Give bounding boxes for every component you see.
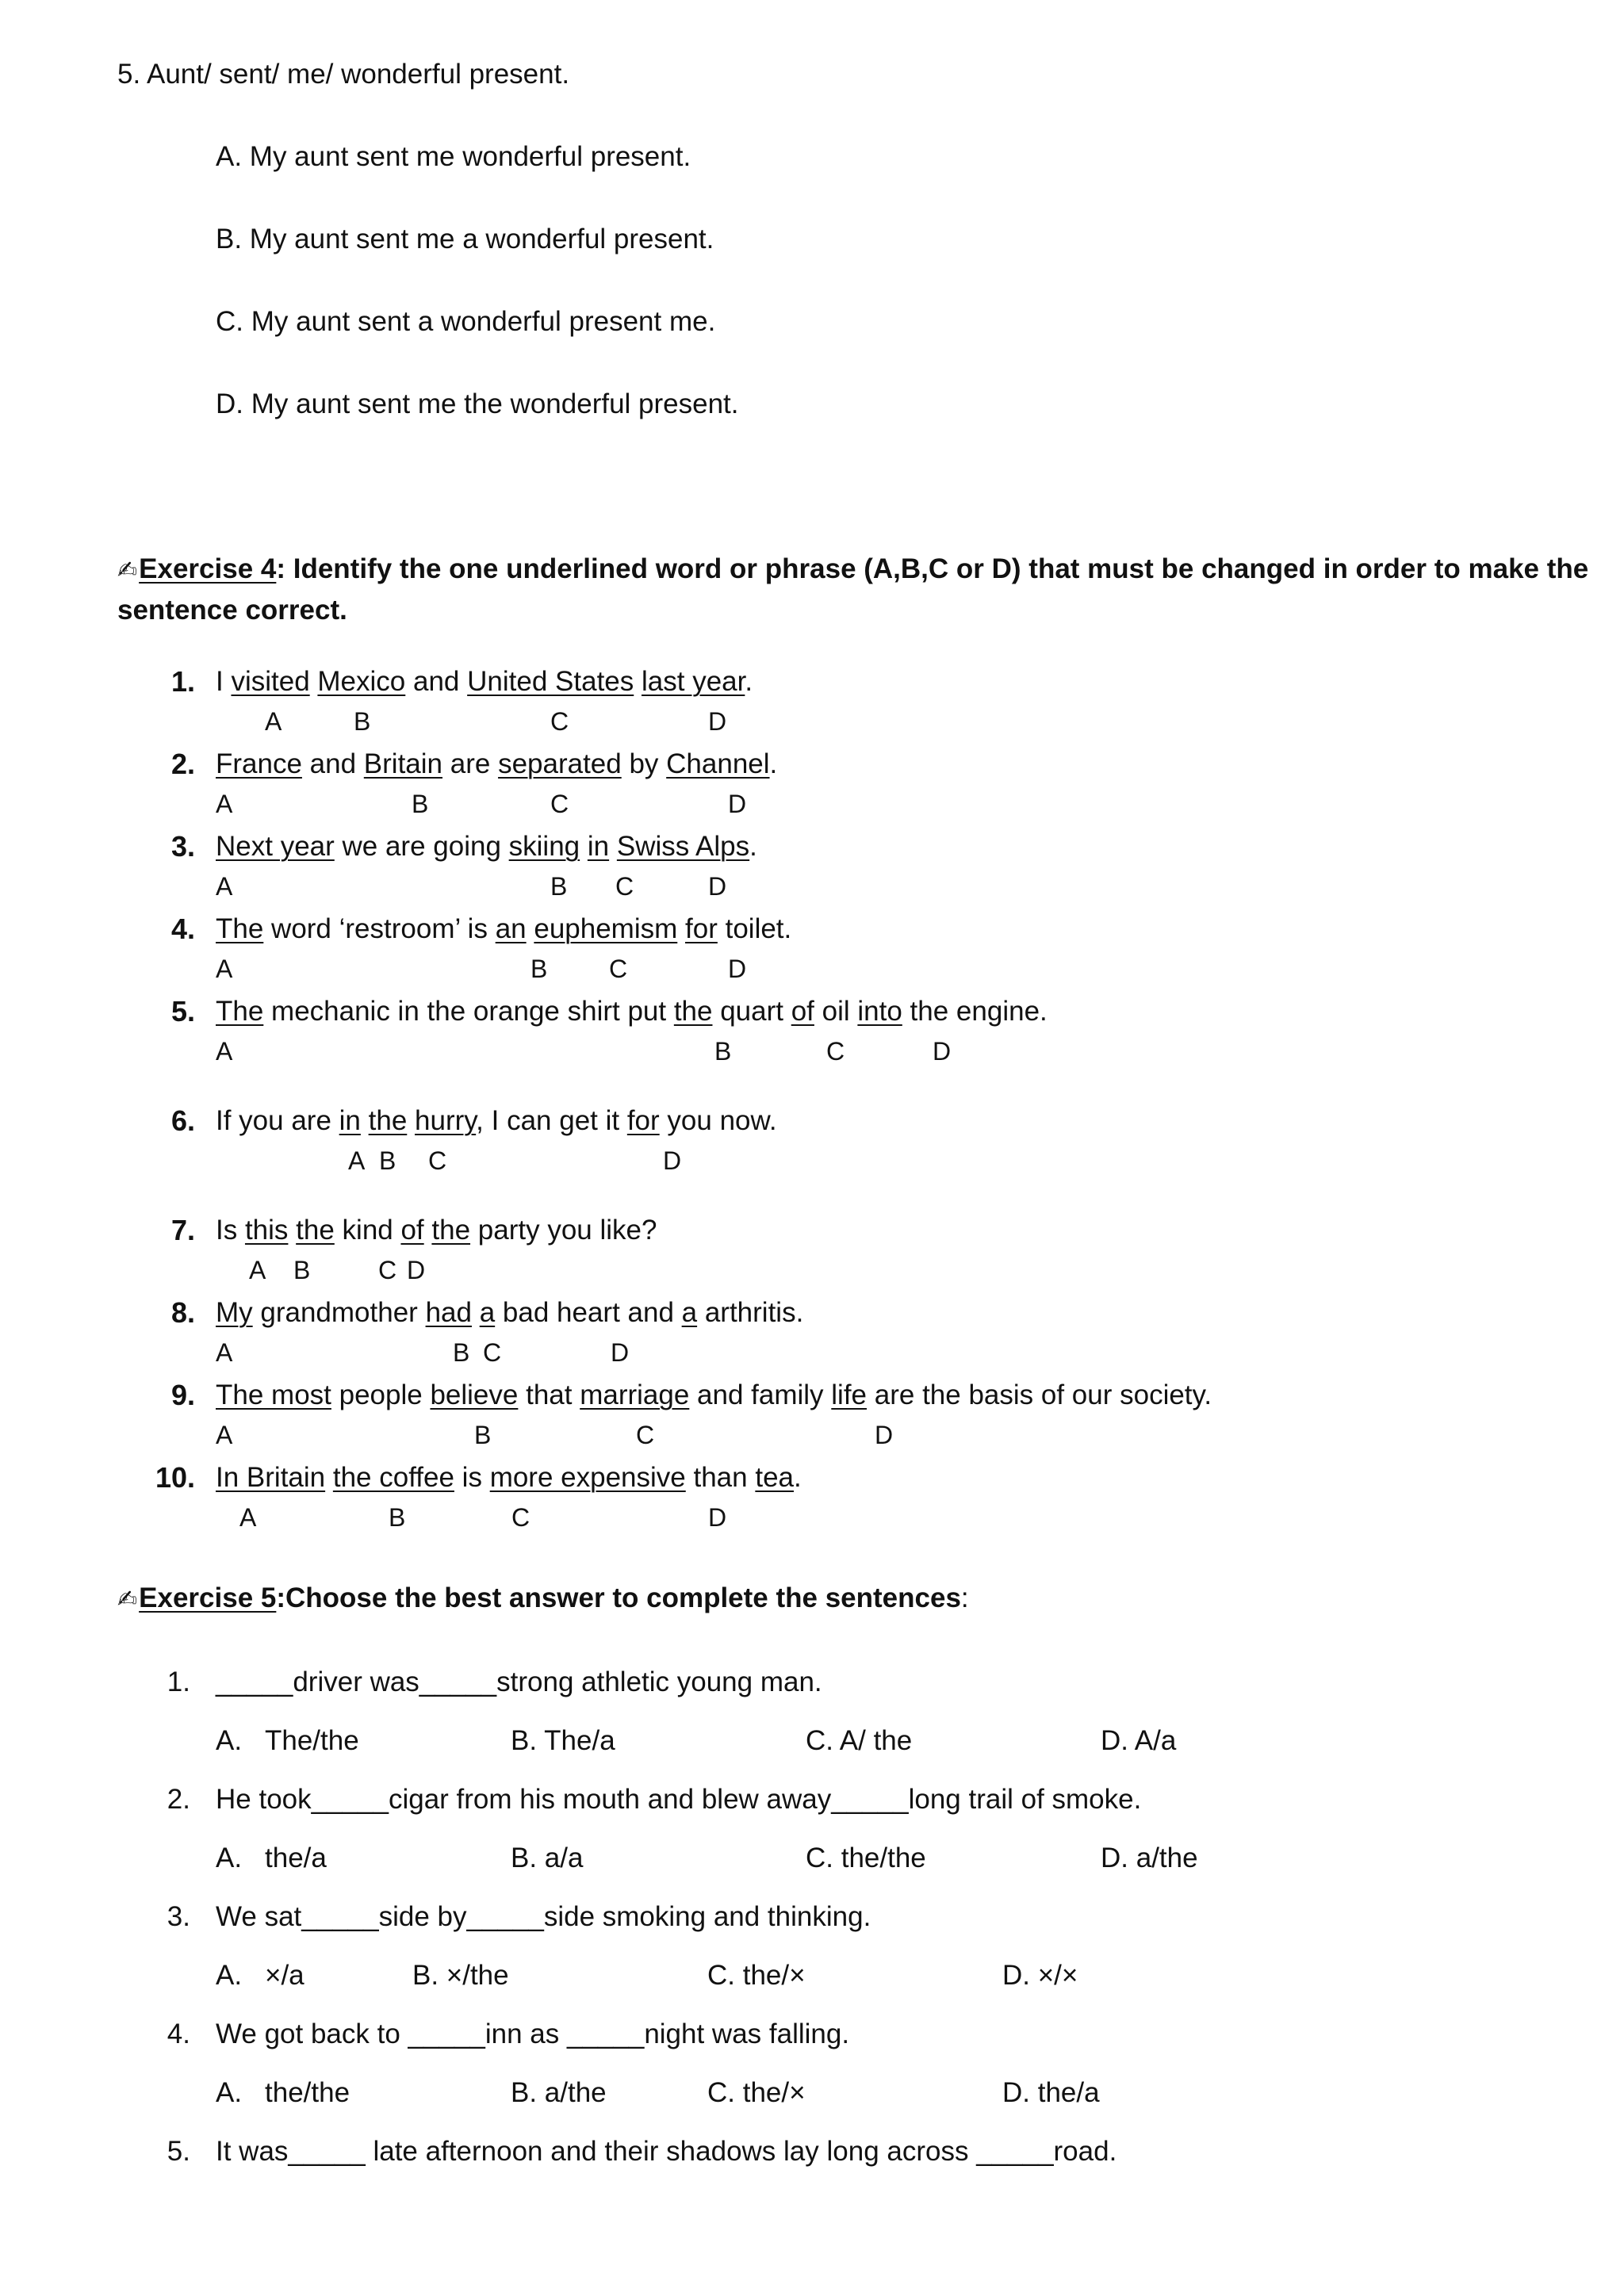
- item-number: 3.: [170, 830, 195, 863]
- sentence-text: [288, 1215, 296, 1246]
- sentence-text: [310, 666, 318, 697]
- answer-option: C. the/×: [707, 2077, 806, 2108]
- answer-letter: D: [611, 1338, 630, 1367]
- answer-letter: C: [428, 1146, 447, 1175]
- underlined-phrase: into: [857, 996, 902, 1027]
- sentence-text: [609, 831, 617, 862]
- answer-option: C. the/the: [806, 1843, 926, 1873]
- question-text: _____driver was_____strong athletic young man.: [216, 1667, 822, 1697]
- answer-letter: B: [379, 1146, 396, 1175]
- item-number: 2.: [170, 748, 195, 780]
- sentence: [216, 997, 1048, 1025]
- answer-letter: B: [714, 1037, 732, 1066]
- sentence: [216, 832, 757, 860]
- sentence-text: , I can get it: [476, 1105, 627, 1136]
- sentence-text: bad heart and: [495, 1297, 682, 1328]
- answer-letter: D: [708, 1503, 727, 1532]
- sentence-text: I: [216, 666, 232, 697]
- answer-letter: A: [265, 707, 282, 736]
- sentence-text: is: [454, 1462, 490, 1493]
- option-letter: A.: [216, 2077, 243, 2108]
- underlined-phrase: euphemism: [534, 913, 678, 944]
- answer-letter: A: [348, 1146, 366, 1175]
- answer-letter: B: [453, 1338, 470, 1367]
- exercise-5-instruction: :Choose the best answer to complete the sentences: [276, 1582, 961, 1613]
- underlined-phrase: hurry: [415, 1105, 477, 1136]
- sentence-text: quart: [712, 996, 791, 1027]
- item-number: 6.: [170, 1104, 195, 1137]
- sentence-text: [424, 1215, 432, 1246]
- exercise-4-instruction: : Identify the one underlined word or phrase (A,B,C or D) that must be changed in order to make the: [276, 553, 1589, 584]
- sentence-text: .: [769, 748, 778, 779]
- underlined-phrase: this: [244, 1215, 289, 1246]
- answer-letter: A: [216, 955, 233, 983]
- sentence: [216, 1381, 1212, 1409]
- answer-letter: A: [249, 1256, 266, 1284]
- underlined-phrase: the: [431, 1215, 471, 1246]
- sentence: [216, 1464, 802, 1491]
- sentence-text: are: [442, 748, 499, 779]
- exercise-5-title: Exercise 5: [139, 1582, 277, 1613]
- sentence-text: mechanic in the orange shirt put: [263, 996, 674, 1027]
- underlined-phrase: United States: [467, 666, 634, 697]
- answer-letter: B: [530, 955, 548, 983]
- underlined-phrase: Britain: [363, 748, 443, 779]
- sentence-text: .: [749, 831, 757, 862]
- underlined-phrase: visited: [231, 666, 310, 697]
- question-text: It was_____ late afternoon and their shadows lay long across _____road.: [216, 2136, 1117, 2167]
- sentence-text: than: [685, 1462, 756, 1493]
- item-number: 7.: [170, 1214, 195, 1246]
- sentence-text: by: [621, 748, 667, 779]
- sentence-text: word ‘restroom’ is: [263, 913, 496, 944]
- sentence-text: and family: [689, 1380, 832, 1410]
- answer-option: B. a/a: [511, 1843, 584, 1873]
- answer-letter: D: [407, 1256, 426, 1284]
- sentence: [216, 915, 791, 943]
- underlined-phrase: the coffee: [332, 1462, 454, 1493]
- underlined-phrase: Mexico: [317, 666, 406, 697]
- item-number: 8.: [170, 1296, 195, 1329]
- answer-letter: C: [636, 1421, 655, 1449]
- sentence-text: arthritis.: [697, 1297, 804, 1328]
- underlined-phrase: In Britain: [216, 1462, 326, 1493]
- underlined-phrase: tea: [755, 1462, 794, 1493]
- answer-letter: A: [216, 1338, 233, 1367]
- item-number: 1.: [167, 1667, 190, 1697]
- underlined-phrase: a: [681, 1297, 698, 1328]
- writing-hand-icon: ✍: [117, 557, 138, 584]
- answer-option: C. the/×: [707, 1960, 806, 1991]
- answer-option: D. the/a: [1002, 2077, 1100, 2108]
- underlined-phrase: in: [339, 1105, 361, 1136]
- sentence-text: [580, 831, 588, 862]
- underlined-phrase: a: [479, 1297, 496, 1328]
- sentence-text: [407, 1105, 415, 1136]
- exercise-4-heading: [117, 555, 1588, 583]
- answer-letter: D: [933, 1037, 952, 1066]
- sentence-text: .: [745, 666, 753, 697]
- answer-letter: D: [728, 955, 747, 983]
- option-letter: A.: [216, 1843, 243, 1873]
- answer-letter: A: [216, 1421, 233, 1449]
- sentence-text: [361, 1105, 369, 1136]
- answer-letter: B: [550, 872, 568, 901]
- answer-option: B. ×/the: [412, 1960, 509, 1991]
- question-text: We sat_____side by_____side smoking and thinking.: [216, 1901, 871, 1932]
- item-number: 4.: [170, 913, 195, 945]
- sentence-text: people: [331, 1380, 431, 1410]
- underlined-phrase: Swiss Alps: [616, 831, 750, 862]
- sentence-text: [634, 666, 642, 697]
- q5-option-b: B. My aunt sent me a wonderful present.: [216, 224, 714, 254]
- answer-letter: C: [615, 872, 634, 901]
- answer-option: D. ×/×: [1002, 1960, 1078, 1991]
- sentence: [216, 1299, 803, 1326]
- answer-letter: A: [239, 1503, 257, 1532]
- answer-letter: C: [550, 707, 569, 736]
- item-number: 3.: [167, 1901, 190, 1932]
- exercise-5-heading: [117, 1584, 969, 1612]
- answer-letter: A: [216, 790, 233, 818]
- q5-option-a: A. My aunt sent me wonderful present.: [216, 141, 691, 172]
- item-number: 4.: [167, 2019, 190, 2049]
- underlined-phrase: more expensive: [489, 1462, 686, 1493]
- underlined-phrase: in: [587, 831, 610, 862]
- answer-letter: D: [663, 1146, 682, 1175]
- sentence: [216, 750, 777, 778]
- answer-letter: C: [826, 1037, 845, 1066]
- item-number: 9.: [170, 1379, 195, 1411]
- sentence-text: Is: [216, 1215, 245, 1246]
- answer-letter: D: [708, 707, 727, 736]
- question-5-prompt: 5. Aunt/ sent/ me/ wonderful present.: [117, 59, 570, 90]
- question-text: We got back to _____inn as _____night was falling.: [216, 2019, 850, 2049]
- writing-hand-icon: ✍: [117, 1586, 138, 1613]
- underlined-phrase: the: [296, 1215, 335, 1246]
- answer-option: C. A/ the: [806, 1725, 913, 1756]
- answer-option: the/the: [265, 2077, 350, 2108]
- answer-option: B. The/a: [511, 1725, 615, 1756]
- sentence-text: and: [301, 748, 364, 779]
- underlined-phrase: France: [216, 748, 302, 779]
- underlined-phrase: Channel: [666, 748, 770, 779]
- sentence: [216, 668, 753, 695]
- underlined-phrase: the: [673, 996, 713, 1027]
- q5-option-d: D. My aunt sent me the wonderful present.: [216, 388, 739, 419]
- sentence-text: that: [518, 1380, 580, 1410]
- option-letter: A.: [216, 1960, 243, 1991]
- sentence-text: the engine.: [902, 996, 1048, 1027]
- sentence-text: kind: [334, 1215, 401, 1246]
- sentence-text: [325, 1462, 333, 1493]
- sentence-text: and: [405, 666, 468, 697]
- item-number: 10.: [155, 1461, 195, 1494]
- underlined-phrase: believe: [430, 1380, 519, 1410]
- item-number: 5.: [167, 2136, 190, 2167]
- answer-letter: D: [875, 1421, 894, 1449]
- underlined-phrase: for: [626, 1105, 660, 1136]
- option-letter: A.: [216, 1725, 243, 1756]
- answer-option: D. a/the: [1101, 1843, 1198, 1873]
- question-text: He took_____cigar from his mouth and blew away_____long trail of smoke.: [216, 1784, 1142, 1815]
- item-number: 2.: [167, 1784, 190, 1815]
- answer-letter: C: [483, 1338, 502, 1367]
- underlined-phrase: last year: [642, 666, 745, 697]
- underlined-phrase: The: [216, 996, 264, 1027]
- answer-letter: C: [378, 1256, 397, 1284]
- answer-letter: B: [354, 707, 371, 736]
- answer-letter: B: [389, 1503, 406, 1532]
- item-number: 5.: [170, 995, 195, 1027]
- underlined-phrase: had: [425, 1297, 472, 1328]
- sentence-text: [677, 913, 685, 944]
- answer-letter: D: [708, 872, 727, 901]
- answer-letter: C: [609, 955, 628, 983]
- answer-option: The/the: [265, 1725, 359, 1756]
- answer-letter: C: [550, 790, 569, 818]
- q5-option-c: C. My aunt sent a wonderful present me.: [216, 306, 716, 337]
- sentence-text: [472, 1297, 480, 1328]
- underlined-phrase: separated: [498, 748, 622, 779]
- sentence-text: are the basis of our society.: [867, 1380, 1212, 1410]
- underlined-phrase: of: [791, 996, 814, 1027]
- sentence-text: grandmother: [252, 1297, 426, 1328]
- sentence-text: we are going: [334, 831, 509, 862]
- underlined-phrase: The most: [216, 1380, 331, 1410]
- answer-letter: B: [474, 1421, 492, 1449]
- answer-option: ×/a: [265, 1960, 304, 1991]
- answer-option: B. a/the: [511, 2077, 607, 2108]
- sentence-text: toilet.: [717, 913, 792, 944]
- answer-option: D. A/a: [1101, 1725, 1177, 1756]
- underlined-phrase: for: [685, 913, 718, 944]
- underlined-phrase: the: [368, 1105, 408, 1136]
- item-number: 1.: [170, 665, 195, 698]
- underlined-phrase: life: [831, 1380, 868, 1410]
- answer-letter: A: [216, 1037, 233, 1066]
- answer-letter: B: [412, 790, 429, 818]
- underlined-phrase: The: [216, 913, 264, 944]
- underlined-phrase: skiing: [508, 831, 580, 862]
- sentence-text: oil: [814, 996, 858, 1027]
- sentence-text: .: [794, 1462, 802, 1493]
- underlined-phrase: an: [495, 913, 527, 944]
- exercise-5-instruction-tail: :: [960, 1582, 969, 1613]
- sentence-text: [527, 913, 534, 944]
- underlined-phrase: of: [400, 1215, 424, 1246]
- sentence-text: party you like?: [470, 1215, 657, 1246]
- answer-letter: A: [216, 872, 233, 901]
- underlined-phrase: Next year: [216, 831, 335, 862]
- answer-option: the/a: [265, 1843, 327, 1873]
- sentence-text: you now.: [659, 1105, 777, 1136]
- underlined-phrase: marriage: [580, 1380, 690, 1410]
- exercise-4-title: Exercise 4: [139, 553, 277, 584]
- sentence: [216, 1107, 777, 1135]
- sentence: [216, 1216, 657, 1244]
- underlined-phrase: My: [216, 1297, 253, 1328]
- exercise-4-instruction-line2: sentence correct.: [117, 595, 347, 626]
- answer-letter: B: [293, 1256, 311, 1284]
- sentence-text: If you are: [216, 1105, 339, 1136]
- answer-letter: C: [511, 1503, 530, 1532]
- answer-letter: D: [728, 790, 747, 818]
